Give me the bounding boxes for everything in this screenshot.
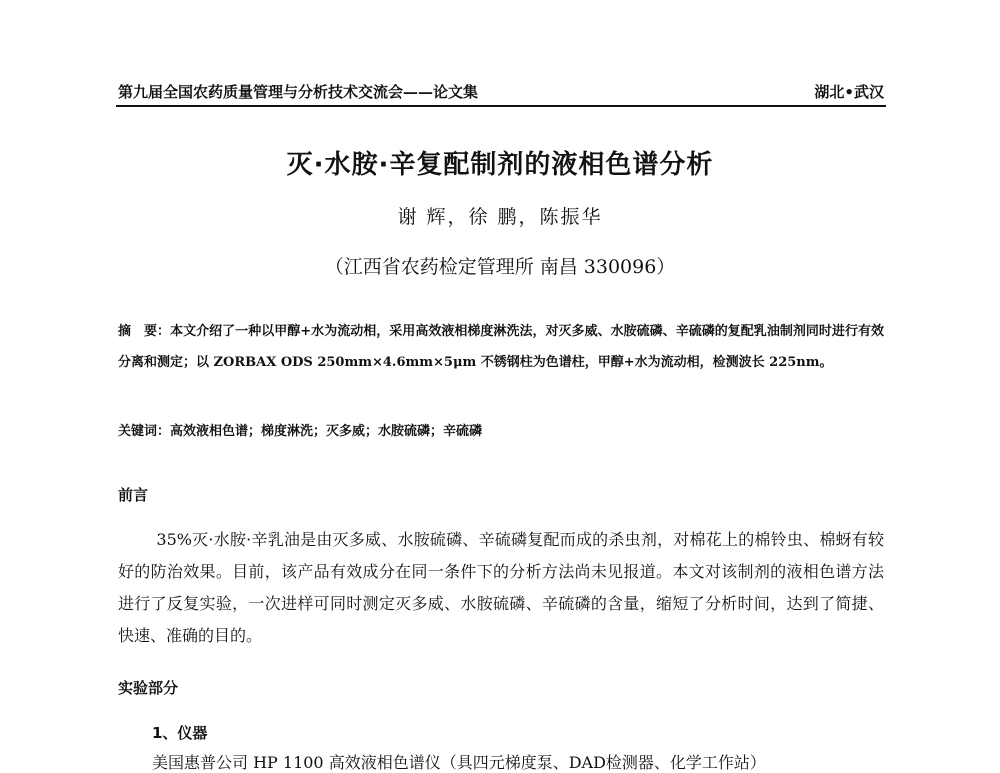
running-header <box>118 76 884 102</box>
conference-location: 湖北•武汉 <box>814 83 884 101</box>
header-rule <box>116 105 886 107</box>
section-heading-preface: 前言 <box>118 486 149 504</box>
subsection-heading-instruments: 1、仪器 <box>152 724 208 742</box>
section-heading-experimental: 实验部分 <box>118 679 179 697</box>
abstract <box>118 316 884 378</box>
preface-paragraph: 35%灭·水胺·辛乳油是由灭多威、水胺硫磷、辛硫磷复配而成的杀虫剂，对棉花上的棉铃虫、棉蚜有较好的防治效果。目前，该产品有效成分在同一条件下的分析方法尚未见报道。本文对该制剂的液相色谱方法进行了反复实验，一次进样可同时测定灭多威、水胺硫磷、辛硫磷的含量，缩短了分析时间，达到了简捷、快速、准确的目的。 <box>118 530 884 645</box>
author-list: 谢 辉，徐 鹏，陈振华 <box>397 206 603 228</box>
abstract-text: 本文介绍了一种以甲醇+水为流动相，采用高效液相梯度淋洗法，对灭多威、水胺硫磷、辛硫磷的复配乳油制剂同时进行有效分离和测定；以 ZORBAX ODS 250mm×4.6mm×5μm 不锈钢柱为色谱柱，甲醇+水为流动相，检测波长 225nm。 <box>118 324 884 370</box>
keywords <box>118 420 884 439</box>
instrument-description-line: 美国惠普公司 HP 1100 高效液相色谱仪（具四元梯度泵、DAD检测器、化学工作站） <box>152 753 766 772</box>
affiliation: （江西省农药检定管理所 南昌 330096） <box>324 256 676 278</box>
abstract-label: 摘 要： <box>118 324 171 339</box>
keywords-label: 关键词： <box>118 424 171 439</box>
paper-title: 灭·水胺·辛复配制剂的液相色谱分析 <box>286 150 714 180</box>
conference-title: 第九届全国农药质量管理与分析技术交流会——论文集 <box>118 83 479 101</box>
keywords-text: 高效液相色谱；梯度淋洗；灭多威；水胺硫磷；辛硫磷 <box>170 424 483 439</box>
